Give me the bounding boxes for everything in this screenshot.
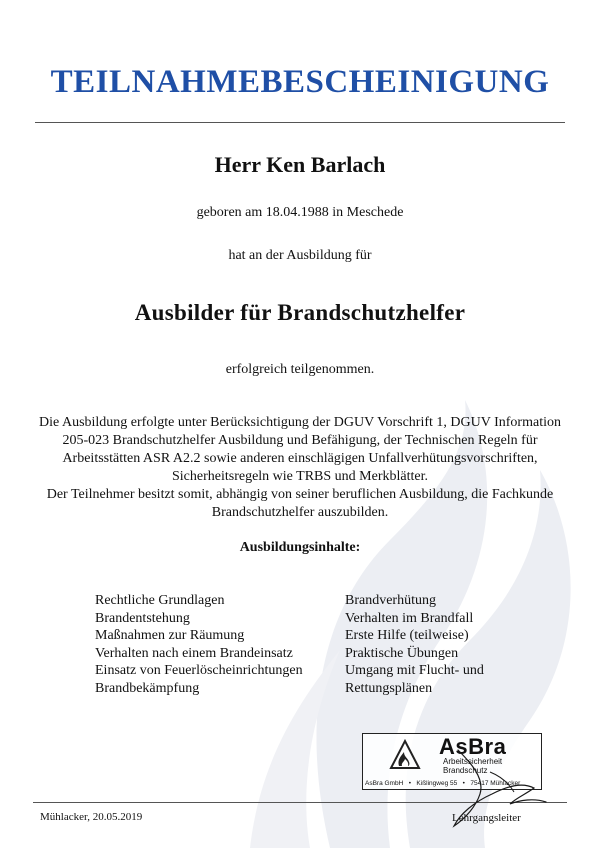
stamp-city: 75417 Mühlacker [470,780,521,787]
stamp-separator: • [462,780,465,787]
participant-name: Herr Ken Barlach [214,152,386,177]
list-item: Rechtliche Grundlagen [95,593,225,608]
body-line: Die Ausbildung erfolgte unter Berücksichtigung der DGUV Vorschrift 1, DGUV Information [39,415,561,430]
stamp-logo-text: AsBra [439,734,507,759]
contents-list-left [95,592,303,698]
certificate-body-text [22,414,578,522]
body-line: 205-023 Brandschutzhelfer Ausbildung und Befähigung, der Technischen Regeln für [62,433,538,448]
contents-heading: Ausbildungsinhalte: [239,540,361,555]
list-item: Brandentstehung [95,610,190,626]
list-item: Maßnahmen zur Räumung [95,628,245,644]
list-item: Praktische Übungen [345,645,459,661]
list-item: Brandbekämpfung [95,680,200,696]
list-item: Brandverhütung [345,593,436,608]
contents-list-right [345,592,484,698]
stamp-company: AsBra GmbH [365,780,404,787]
body-line: Der Teilnehmer besitzt somit, abhängig von seiner beruflichen Ausbildung, die Fachkunde [46,487,554,502]
flame-logo-icon [387,738,423,770]
body-line: Brandschutzhelfer auszubilden. [211,505,389,520]
list-item: Einsatz von Feuerlöscheinrichtungen [95,663,303,679]
place-date: Mühlacker, 20.05.2019 [40,811,143,823]
stamp-subtitle-line: Arbeitssicherheit [443,757,503,766]
body-line: Sicherheitsregeln wie TRBS und Merkblätter. [172,469,428,484]
list-item: Verhalten im Brandfall [345,610,474,626]
signature-label: Lehrgangsleiter [452,812,521,824]
top-divider [35,122,565,123]
list-item: Erste Hilfe (teilweise) [345,628,469,644]
course-title: Ausbilder für Brandschutzhelfer [134,300,466,325]
list-item: Umgang mit Flucht- und [345,663,484,679]
completion-line: erfolgreich teilgenommen. [225,362,375,377]
stamp-subtitle-line: Brandschutz [443,766,488,775]
stamp-separator: • [408,780,411,787]
certificate-title: TEILNAHMEBESCHEINIGUNG [50,64,550,100]
list-item: Rettungsplänen [345,680,433,696]
birth-line: geboren am 18.04.1988 in Meschede [196,205,404,220]
stamp-street: Kißlingweg 55 [416,780,458,787]
body-line: Arbeitsstätten ASR A2.2 sowie anderen einschlägigen Unfallverhütungsvorschriften, [62,451,538,466]
participation-line: hat an der Ausbildung für [228,248,372,263]
list-item: Verhalten nach einem Brandeinsatz [95,645,293,661]
handwritten-signature [430,742,570,832]
